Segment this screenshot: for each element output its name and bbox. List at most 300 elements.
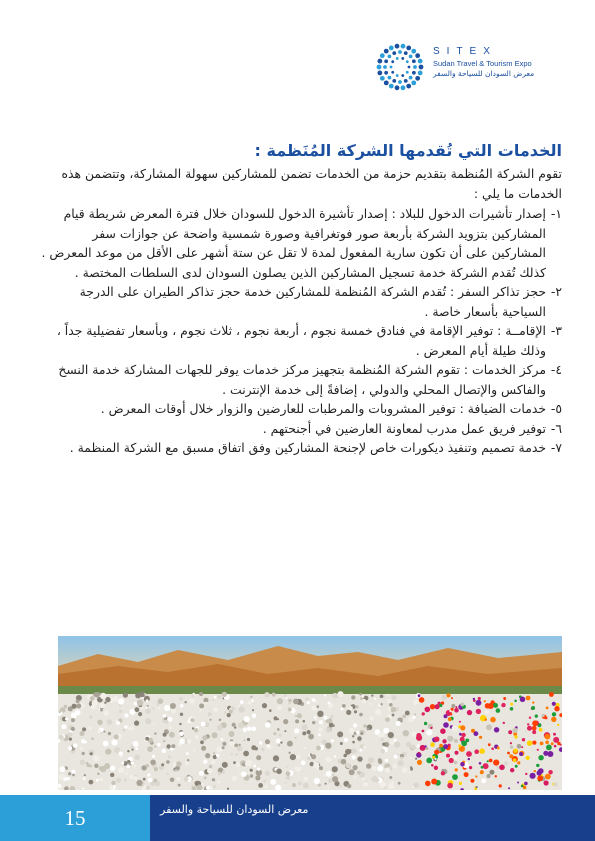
- crowd-figure: [214, 696, 217, 699]
- crowd-figure: [529, 717, 531, 719]
- crowd-figure: [454, 708, 459, 713]
- crowd-figure: [201, 746, 206, 751]
- crowd-figure: [553, 733, 556, 736]
- crowd-figure: [135, 747, 138, 750]
- crowd-figure: [174, 769, 177, 772]
- crowd-figure: [377, 766, 383, 772]
- crowd-figure: [385, 767, 390, 772]
- crowd-figure: [127, 760, 130, 763]
- crowd-figure: [396, 721, 401, 726]
- crowd-figure: [312, 698, 316, 702]
- crowd-figure: [224, 711, 227, 714]
- crowd-figure: [222, 746, 225, 749]
- crowd-figure: [394, 741, 400, 747]
- crowd-figure: [326, 771, 332, 777]
- crowd-figure: [247, 738, 250, 741]
- service-text: الإقامــة : توفير الإقامة في فنادق خمسة نجوم ، أربعة نجوم ، ثلاث نجوم ، وبأسعار تفضيلية جداً ، وذلك طيلة أيام المعرض .: [56, 323, 546, 358]
- crowd-figure: [288, 752, 290, 754]
- crowd-figure: [452, 725, 458, 731]
- logo-dot: [413, 65, 417, 69]
- logo-dot: [404, 79, 408, 83]
- crowd-figure: [460, 762, 465, 767]
- crowd-figure: [180, 739, 185, 744]
- crowd-figure: [527, 741, 532, 746]
- crowd-figure: [94, 692, 99, 697]
- crowd-figure: [413, 699, 419, 705]
- crowd-figure: [201, 722, 206, 727]
- crowd-figure: [153, 779, 157, 783]
- crowd-figure: [269, 709, 272, 712]
- crowd-figure: [474, 731, 479, 736]
- crowd-figure: [510, 768, 514, 772]
- crowd-figure: [517, 744, 522, 749]
- service-text: خدمة تصميم وتنفيذ ديكورات خاص لإجنحة المشاركين وفق اتفاق مسبق مع الشركة المنظمة .: [69, 440, 546, 455]
- crowd-figure: [148, 778, 153, 783]
- crowd-figure: [307, 757, 310, 760]
- crowd-figure: [89, 780, 94, 785]
- crowd-figure: [344, 738, 348, 742]
- services-list: [36, 204, 562, 458]
- crowd-figure: [238, 705, 240, 707]
- logo-dot: [418, 59, 423, 64]
- crowd-figure: [296, 755, 300, 759]
- crowd-figure: [355, 705, 358, 708]
- crowd-figure: [551, 742, 554, 745]
- crowd-figure: [510, 703, 513, 706]
- crowd-figure: [80, 731, 85, 736]
- crowd-figure: [316, 746, 321, 751]
- crowd-figure: [241, 771, 247, 777]
- crowd-figure: [288, 708, 292, 712]
- service-text: خدمات الضيافة : توفير المشروبات والمرطبات للعارضين والزوار خلال أوقات المعرض .: [100, 401, 546, 416]
- crowd-figure: [332, 693, 337, 698]
- crowd-figure: [301, 760, 306, 765]
- crowd-figure: [217, 725, 223, 731]
- crowd-figure: [157, 703, 160, 706]
- crowd-figure: [307, 701, 310, 704]
- crowd-figure: [65, 717, 68, 720]
- crowd-figure: [424, 745, 426, 747]
- crowd-figure: [520, 697, 526, 703]
- crowd-figure: [83, 777, 86, 780]
- crowd-figure: [284, 730, 286, 732]
- crowd-figure: [513, 758, 517, 762]
- crowd-figure: [522, 738, 525, 741]
- crowd-figure: [150, 760, 156, 766]
- crowd-figure: [283, 719, 288, 724]
- crowd-figure: [459, 733, 462, 736]
- crowd-figure: [218, 772, 221, 775]
- crowd-figure: [449, 710, 451, 712]
- crowd-figure: [424, 722, 427, 725]
- crowd-figure: [536, 764, 539, 767]
- crowd-figure: [426, 758, 432, 764]
- crowd-figure: [361, 732, 363, 734]
- crowd-figure: [314, 716, 316, 718]
- crowd-figure: [154, 732, 156, 734]
- crowd-figure: [203, 759, 207, 763]
- crowd-figure: [431, 764, 434, 767]
- crowd-figure: [91, 704, 96, 709]
- crowd-figure: [278, 744, 281, 747]
- crowd-figure: [162, 749, 166, 753]
- crowd-figure: [547, 751, 553, 757]
- crowd-figure: [349, 728, 355, 734]
- crowd-figure: [147, 773, 150, 776]
- crowd-figure: [304, 747, 307, 750]
- crowd-figure: [311, 705, 316, 710]
- crowd-figure: [265, 722, 271, 728]
- service-item: [36, 399, 562, 419]
- crowd-figure: [496, 708, 501, 713]
- crowd-figure: [255, 775, 260, 780]
- crowd-figure: [557, 742, 560, 745]
- service-item: [36, 438, 562, 458]
- crowd-figure: [297, 713, 302, 718]
- crowd-figure: [310, 762, 314, 766]
- logo-arabic-name: معرض السودان للسياحة والسفر: [433, 69, 535, 78]
- crowd-figure: [118, 767, 124, 773]
- crowd-figure: [285, 766, 287, 768]
- crowd-figure: [434, 737, 439, 742]
- crowd-figure: [69, 738, 72, 741]
- crowd-figure: [443, 744, 448, 749]
- logo-dot: [395, 44, 400, 49]
- crowd-figure: [454, 739, 458, 743]
- crowd-figure: [389, 776, 392, 779]
- crowd-figure: [322, 725, 324, 727]
- crowd-figure: [127, 750, 129, 752]
- crowd-figure: [94, 764, 98, 768]
- crowd-figure: [508, 730, 512, 734]
- crowd-figure: [60, 766, 66, 772]
- crowd-figure: [286, 775, 291, 780]
- crowd-figure: [252, 714, 257, 719]
- crowd-figure: [537, 770, 542, 775]
- crowd-figure: [134, 702, 138, 706]
- logo-dot: [398, 80, 402, 84]
- crowd-figure: [493, 760, 499, 766]
- crowd-figure: [485, 710, 489, 714]
- crowd-figure: [108, 732, 111, 735]
- crowd-figure: [515, 765, 518, 768]
- crowd-figure: [194, 750, 196, 752]
- crowd-figure: [318, 784, 321, 787]
- logo-dot: [389, 84, 394, 89]
- crowd-figure: [133, 741, 139, 747]
- logo-dot: [396, 74, 399, 77]
- crowd-figure: [89, 715, 92, 718]
- crowd-figure: [104, 702, 106, 704]
- crowd-figure: [312, 721, 315, 724]
- logo-dot: [409, 54, 413, 58]
- crowd-figure: [416, 733, 421, 738]
- crowd-figure: [332, 776, 338, 782]
- crowd-figure: [166, 760, 170, 764]
- crowd-figure: [116, 778, 121, 783]
- crowd-figure: [90, 752, 93, 755]
- crowd-figure: [497, 746, 500, 749]
- crowd-figure: [169, 732, 175, 738]
- crowd-figure: [503, 697, 506, 700]
- crowd-figure: [134, 721, 139, 726]
- crowd-figure: [239, 772, 241, 774]
- crowd-figure: [455, 706, 457, 708]
- crowd-figure: [251, 699, 254, 702]
- crowd-figure: [161, 763, 164, 766]
- crowd-figure: [359, 713, 363, 717]
- crowd-figure: [442, 739, 446, 743]
- crowd-figure: [435, 704, 440, 709]
- crowd-figure: [484, 718, 487, 721]
- crowd-figure: [237, 746, 243, 752]
- logo-dot: [406, 84, 411, 89]
- crowd-figure: [391, 781, 393, 783]
- crowd-figure: [346, 710, 351, 715]
- crowd-figure: [359, 749, 362, 752]
- crowd-figure: [554, 745, 557, 748]
- logo-dot: [406, 46, 411, 51]
- crowd-figure: [212, 732, 218, 738]
- crowd-figure: [481, 766, 484, 769]
- crowd-figure: [302, 724, 308, 730]
- crowd-figure: [119, 710, 122, 713]
- crowd-figure: [286, 771, 291, 776]
- crowd-figure: [532, 726, 537, 731]
- crowd-figure: [434, 766, 438, 770]
- logo-dot: [387, 76, 391, 80]
- crowd-figure: [274, 716, 278, 720]
- crowd-figure: [450, 713, 452, 715]
- crowd-figure: [81, 739, 86, 744]
- crowd-figure: [476, 709, 481, 714]
- crowd-figure: [387, 699, 391, 703]
- crowd-figure: [184, 777, 189, 782]
- crowd-figure: [337, 691, 343, 697]
- crowd-figure: [103, 731, 105, 733]
- crowd-figure: [97, 773, 99, 775]
- crowd-figure: [319, 766, 323, 770]
- crowd-figure: [273, 732, 276, 735]
- crowd-figure: [165, 720, 168, 723]
- crowd-figure: [59, 774, 65, 780]
- crowd-figure: [540, 742, 544, 746]
- crowd-figure: [349, 769, 355, 775]
- crowd-figure: [370, 716, 374, 720]
- crowd-figure: [535, 714, 538, 717]
- crowd-figure: [131, 762, 134, 765]
- crowd-figure: [475, 775, 477, 777]
- crowd-figure: [294, 728, 299, 733]
- crowd-figure: [145, 708, 151, 714]
- crowd-figure: [267, 745, 270, 748]
- crowd-figure: [379, 732, 385, 738]
- crowd-figure: [82, 727, 86, 731]
- main-content: [36, 138, 562, 458]
- crowd-figure: [451, 704, 455, 708]
- crowd-figure: [382, 743, 385, 746]
- crowd-figure: [72, 774, 75, 777]
- crowd-figure: [446, 693, 450, 697]
- crowd-figure: [352, 741, 355, 744]
- crowd-figure: [454, 756, 457, 759]
- crowd-figure: [514, 700, 517, 703]
- crowd-figure: [459, 721, 461, 723]
- crowd-figure: [185, 738, 187, 740]
- crowd-figure: [349, 766, 351, 768]
- crowd-figure: [326, 728, 331, 733]
- crowd-figure: [493, 703, 498, 708]
- crowd-figure: [82, 788, 84, 790]
- logo-dot: [408, 66, 411, 69]
- crowd-figure: [517, 782, 519, 784]
- crowd-figure: [82, 752, 85, 755]
- crowd-figure: [145, 718, 151, 724]
- logo-dot: [384, 80, 389, 85]
- crowd-figure: [157, 743, 160, 746]
- crowd-figure: [261, 748, 264, 751]
- crowd-figure: [232, 776, 237, 781]
- crowd-figure: [233, 761, 236, 764]
- crowd-figure: [362, 699, 367, 704]
- crowd-figure: [263, 780, 266, 783]
- festival-crowd-photo: [58, 636, 562, 790]
- crowd-figure: [199, 692, 203, 696]
- crowd-figure: [521, 746, 523, 748]
- crowd-figure: [277, 728, 280, 731]
- crowd-figure: [363, 724, 366, 727]
- crowd-figure: [354, 776, 356, 778]
- crowd-figure: [134, 765, 137, 768]
- service-item: [36, 204, 562, 282]
- service-item: [36, 282, 562, 321]
- crowd-figure: [342, 704, 346, 708]
- crowd-figure: [104, 763, 110, 769]
- crowd-figure: [552, 702, 556, 706]
- crowd-figure: [285, 782, 287, 784]
- crowd-figure: [484, 700, 486, 702]
- crowd-figure: [122, 762, 125, 765]
- crowd-figure: [100, 703, 105, 708]
- logo-dot: [377, 59, 382, 64]
- crowd-figure: [332, 766, 338, 772]
- crowd-figure: [343, 754, 347, 758]
- crowd-figure: [250, 696, 253, 699]
- crowd-figure: [549, 692, 554, 697]
- crowd-figure: [554, 706, 559, 711]
- crowd-figure: [100, 778, 104, 782]
- crowd-figure: [455, 768, 458, 771]
- crowd-figure: [99, 766, 103, 770]
- crowd-figure: [163, 740, 166, 743]
- crowd-figure: [409, 771, 411, 773]
- crowd-figure: [277, 698, 283, 704]
- crowd-figure: [441, 771, 445, 775]
- crowd-figure: [218, 781, 221, 784]
- crowd-figure: [391, 707, 397, 713]
- crowd-figure: [200, 740, 204, 744]
- crowd-figure: [513, 728, 518, 733]
- crowd-figure: [295, 737, 297, 739]
- crowd-figure: [341, 707, 344, 710]
- crowd-figure: [100, 709, 103, 712]
- crowd-figure: [146, 707, 148, 709]
- crowd-figure: [168, 755, 171, 758]
- crowd-figure: [432, 756, 435, 759]
- crowd-figure: [232, 723, 236, 727]
- crowd-figure: [332, 773, 335, 776]
- crowd-figure: [525, 773, 527, 775]
- crowd-figure: [444, 714, 448, 718]
- logo-dot: [406, 71, 409, 74]
- crowd-figure: [483, 763, 489, 769]
- crowd-figure: [440, 728, 446, 734]
- crowd-figure: [124, 778, 127, 781]
- crowd-figure: [539, 728, 543, 732]
- crowd-figure: [132, 749, 134, 751]
- crowd-figure: [109, 785, 114, 790]
- crowd-figure: [110, 773, 114, 777]
- crowd-figure: [426, 730, 432, 736]
- crowd-figure: [430, 704, 435, 709]
- crowd-figure: [169, 726, 172, 729]
- crowd-figure: [110, 766, 115, 771]
- crowd-figure: [305, 697, 308, 700]
- crowd-figure: [367, 728, 370, 731]
- crowd-figure: [530, 773, 536, 779]
- crowd-figure: [73, 743, 78, 748]
- crowd-figure: [134, 776, 138, 780]
- footer-title: معرض السودان للسياحة والسفر: [160, 803, 309, 816]
- crowd-figure: [326, 716, 329, 719]
- crowd-figure: [318, 733, 321, 736]
- crowd-figure: [270, 779, 276, 785]
- crowd-figure: [123, 693, 128, 698]
- crowd-figure: [259, 741, 262, 744]
- crowd-figure: [234, 726, 236, 728]
- crowd-figure: [468, 758, 470, 760]
- crowd-figure: [545, 774, 551, 780]
- logo-dot: [411, 80, 416, 85]
- crowd-figure: [389, 703, 393, 707]
- crowd-figure: [171, 744, 175, 748]
- crowd-figure: [546, 707, 549, 710]
- crowd-figure: [258, 783, 263, 788]
- logo-dot: [412, 59, 416, 63]
- crowd-figure: [383, 728, 389, 734]
- logo-dot: [380, 76, 385, 81]
- service-text: حجز تذاكر السفر : تُقدم الشركة المُنظمة للمشاركين خدمة حجز تذاكر الطيران على الدرجة السياحية بأسعار خاصة .: [79, 284, 546, 319]
- crowd-figure: [392, 714, 395, 717]
- crowd-figure: [302, 731, 306, 735]
- crowd-figure: [124, 725, 128, 729]
- crowd-figure: [188, 720, 191, 723]
- crowd-figure: [317, 711, 323, 717]
- crowd-figure: [323, 775, 325, 777]
- crowd-figure: [68, 772, 71, 775]
- crowd-figure: [461, 733, 465, 737]
- logo-dot: [401, 74, 404, 77]
- crowd-figure: [180, 713, 183, 716]
- crowd-figure: [459, 782, 462, 785]
- crowd-figure: [89, 727, 92, 730]
- crowd-figure: [544, 780, 549, 785]
- crowd-figure: [122, 729, 125, 732]
- crowd-figure: [357, 771, 361, 775]
- service-item: [36, 321, 562, 360]
- crowd-figure: [164, 705, 170, 711]
- crowd-figure: [476, 700, 482, 706]
